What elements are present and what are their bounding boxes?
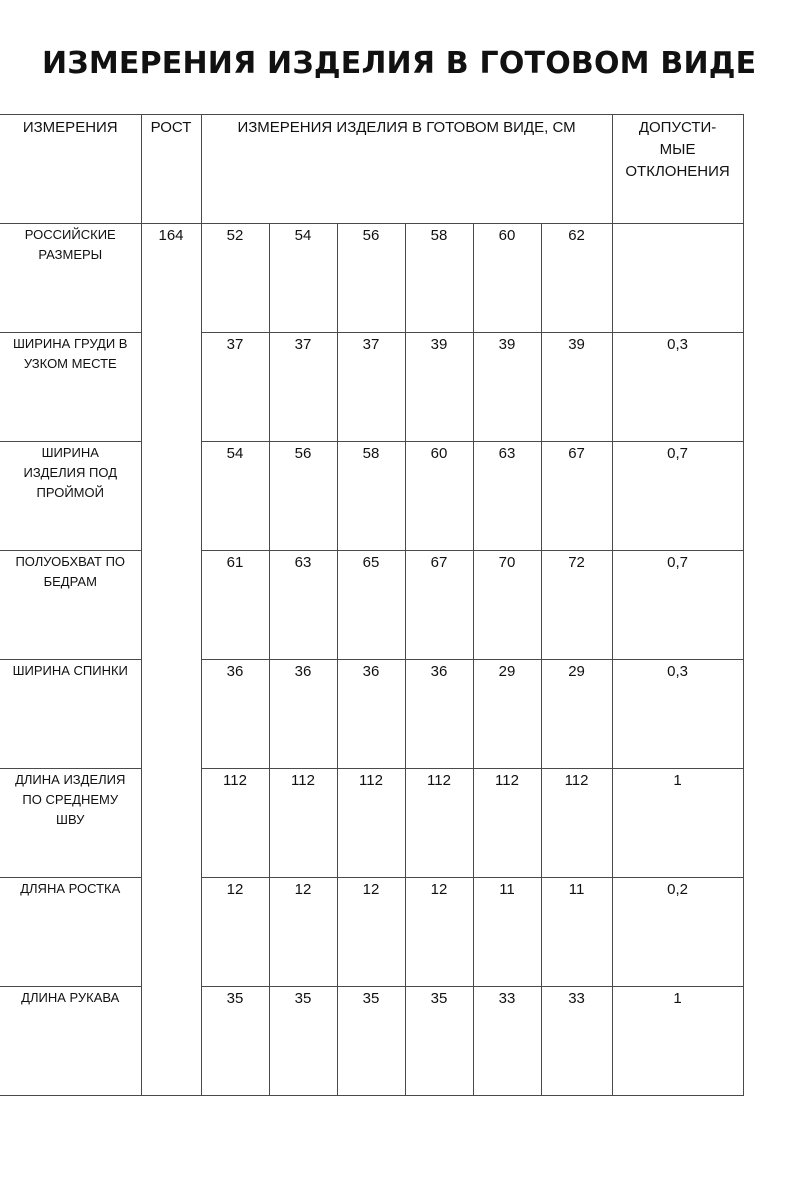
size-value-cell bbox=[269, 442, 337, 551]
size-value: 56 bbox=[362, 227, 380, 244]
table-row bbox=[0, 660, 743, 769]
size-value-cell bbox=[269, 878, 337, 987]
row-label bbox=[0, 551, 141, 660]
size-value-cell bbox=[337, 769, 405, 878]
row-label bbox=[0, 442, 141, 551]
size-value: 112 bbox=[223, 772, 247, 789]
table-row bbox=[0, 987, 743, 1096]
row-label-line: УЗКОМ МЕСТЕ bbox=[23, 356, 117, 371]
size-value: 12 bbox=[226, 881, 244, 898]
size-value-cell bbox=[201, 551, 269, 660]
size-value-cell bbox=[473, 333, 541, 442]
size-value: 35 bbox=[362, 990, 380, 1007]
tolerance-cell bbox=[612, 442, 743, 551]
size-value: 63 bbox=[294, 554, 312, 571]
header-tolerance bbox=[612, 115, 743, 224]
size-value-cell bbox=[541, 987, 612, 1096]
row-label-line: ДЛИНА РУКАВА bbox=[21, 990, 120, 1005]
tolerance-cell bbox=[612, 224, 743, 333]
size-value-cell bbox=[201, 224, 269, 333]
size-value: 112 bbox=[291, 772, 315, 789]
size-value-cell bbox=[541, 769, 612, 878]
size-value-cell bbox=[473, 878, 541, 987]
size-value-cell bbox=[269, 987, 337, 1096]
size-value-cell bbox=[473, 442, 541, 551]
size-value: 39 bbox=[430, 336, 448, 353]
size-value: 63 bbox=[498, 445, 516, 462]
size-value: 37 bbox=[226, 336, 244, 353]
size-value: 52 bbox=[226, 227, 244, 244]
size-value-cell bbox=[405, 769, 473, 878]
tolerance-cell bbox=[612, 333, 743, 442]
tolerance-value: 0,7 bbox=[667, 554, 688, 571]
size-value: 35 bbox=[294, 990, 312, 1007]
tolerance-cell bbox=[612, 660, 743, 769]
size-value: 112 bbox=[359, 772, 383, 789]
size-value: 62 bbox=[568, 227, 585, 244]
tolerance-cell bbox=[612, 769, 743, 878]
size-value-cell bbox=[473, 987, 541, 1096]
row-label-line: РАЗМЕРЫ bbox=[38, 247, 103, 262]
size-value: 36 bbox=[430, 663, 448, 680]
table-row bbox=[0, 333, 743, 442]
header-height: РОСТ bbox=[141, 115, 201, 224]
row-label bbox=[0, 660, 141, 769]
row-label bbox=[0, 769, 141, 878]
size-value: 11 bbox=[499, 881, 515, 898]
size-value: 39 bbox=[498, 336, 516, 353]
size-value: 67 bbox=[430, 554, 448, 571]
size-value-cell bbox=[337, 660, 405, 769]
size-value: 70 bbox=[498, 554, 516, 571]
page-title: ИЗМЕРЕНИЯ ИЗДЕЛИЯ В ГОТОВОМ ВИДЕ bbox=[42, 46, 757, 81]
size-value: 54 bbox=[226, 445, 244, 462]
tolerance-value bbox=[613, 224, 743, 225]
size-value-cell bbox=[541, 551, 612, 660]
height-value: 164 bbox=[158, 227, 184, 244]
tolerance-value: 0,2 bbox=[667, 881, 688, 898]
size-value-cell bbox=[541, 224, 612, 333]
size-value: 58 bbox=[362, 445, 380, 462]
size-value-cell bbox=[541, 333, 612, 442]
size-value: 65 bbox=[362, 554, 380, 571]
size-value: 11 bbox=[568, 881, 585, 898]
header-row bbox=[0, 115, 743, 224]
size-value: 58 bbox=[430, 227, 448, 244]
size-value: 112 bbox=[427, 772, 451, 789]
table-row bbox=[0, 769, 743, 878]
row-label-line: ПОЛУОБХВАТ ПО bbox=[15, 554, 126, 569]
size-value-cell bbox=[269, 333, 337, 442]
size-value: 112 bbox=[495, 772, 519, 789]
size-value-cell bbox=[201, 769, 269, 878]
measurements-table bbox=[0, 114, 744, 1096]
tolerance-line-2: МЫЕ bbox=[659, 141, 696, 158]
header-finished-measurements: ИЗМЕРЕНИЯ ИЗДЕЛИЯ В ГОТОВОМ ВИДЕ, СМ bbox=[201, 115, 612, 224]
size-value-cell bbox=[201, 333, 269, 442]
tolerance-line-1: ДОПУСТИ- bbox=[638, 119, 717, 136]
size-value: 29 bbox=[498, 663, 516, 680]
row-label bbox=[0, 333, 141, 442]
size-value-cell bbox=[201, 987, 269, 1096]
row-label-line: ИЗДЕЛИЯ ПОД bbox=[23, 465, 118, 480]
size-value-cell bbox=[201, 878, 269, 987]
size-value: 36 bbox=[226, 663, 244, 680]
row-label-line: ШИРИНА ГРУДИ В bbox=[13, 336, 128, 351]
size-value: 36 bbox=[362, 663, 380, 680]
size-value: 61 bbox=[226, 554, 244, 571]
tolerance-value: 0,3 bbox=[667, 336, 688, 353]
tolerance-line-3: ОТКЛОНЕНИЯ bbox=[625, 163, 730, 180]
table-row bbox=[0, 442, 743, 551]
size-value-cell bbox=[473, 660, 541, 769]
size-value-cell bbox=[405, 878, 473, 987]
tolerance-value: 1 bbox=[673, 772, 682, 789]
table-row bbox=[0, 224, 743, 333]
size-value-cell bbox=[473, 224, 541, 333]
tolerance-cell bbox=[612, 987, 743, 1096]
size-value: 36 bbox=[294, 663, 312, 680]
tolerance-cell bbox=[612, 551, 743, 660]
size-value-cell bbox=[541, 878, 612, 987]
size-value-cell bbox=[473, 551, 541, 660]
size-value-cell bbox=[541, 442, 612, 551]
row-label bbox=[0, 224, 141, 333]
row-label-line: ШИРИНА bbox=[41, 445, 99, 460]
size-value-cell bbox=[269, 224, 337, 333]
size-value: 29 bbox=[568, 663, 585, 680]
size-value: 12 bbox=[430, 881, 448, 898]
row-label-line: ШИРИНА СПИНКИ bbox=[12, 663, 128, 678]
row-label-line: ДЛИНА ИЗДЕЛИЯ bbox=[15, 772, 126, 787]
size-value-cell bbox=[337, 878, 405, 987]
size-value-cell bbox=[201, 442, 269, 551]
row-label-line: ПРОЙМОЙ bbox=[36, 485, 104, 500]
size-value: 56 bbox=[294, 445, 312, 462]
row-label-line: ДЛЯНА РОСТКА bbox=[20, 881, 121, 896]
size-value: 60 bbox=[430, 445, 448, 462]
size-value-cell bbox=[405, 987, 473, 1096]
size-value: 72 bbox=[568, 554, 585, 571]
size-value: 33 bbox=[498, 990, 516, 1007]
row-label-line: ШВУ bbox=[56, 812, 85, 827]
size-value-cell bbox=[337, 442, 405, 551]
size-value: 54 bbox=[294, 227, 312, 244]
size-value-cell bbox=[337, 987, 405, 1096]
size-value-cell bbox=[201, 660, 269, 769]
size-value-cell bbox=[541, 660, 612, 769]
size-value-cell bbox=[269, 660, 337, 769]
size-value-cell bbox=[405, 660, 473, 769]
size-value: 12 bbox=[294, 881, 312, 898]
size-value-cell bbox=[405, 442, 473, 551]
row-label-line: БЕДРАМ bbox=[43, 574, 97, 589]
size-value: 37 bbox=[362, 336, 380, 353]
height-value-cell bbox=[141, 224, 201, 1096]
tolerance-value: 0,3 bbox=[667, 663, 688, 680]
size-value-cell bbox=[473, 769, 541, 878]
size-value-cell bbox=[405, 224, 473, 333]
row-label-line: РОССИЙСКИЕ bbox=[24, 227, 116, 242]
size-value: 12 bbox=[362, 881, 380, 898]
size-value: 67 bbox=[568, 445, 585, 462]
row-label-line: ПО СРЕДНЕМУ bbox=[22, 792, 119, 807]
size-value: 112 bbox=[564, 772, 589, 789]
size-value: 35 bbox=[226, 990, 244, 1007]
table-row bbox=[0, 878, 743, 987]
size-value-cell bbox=[405, 333, 473, 442]
table-row bbox=[0, 551, 743, 660]
size-value-cell bbox=[269, 551, 337, 660]
size-value: 39 bbox=[568, 336, 585, 353]
tolerance-cell bbox=[612, 878, 743, 987]
size-value-cell bbox=[269, 769, 337, 878]
size-value-cell bbox=[405, 551, 473, 660]
row-label bbox=[0, 987, 141, 1096]
size-value: 35 bbox=[430, 990, 448, 1007]
tolerance-value: 0,7 bbox=[667, 445, 688, 462]
size-value: 33 bbox=[568, 990, 585, 1007]
row-label bbox=[0, 878, 141, 987]
size-value-cell bbox=[337, 551, 405, 660]
size-value-cell bbox=[337, 333, 405, 442]
header-measurements: ИЗМЕРЕНИЯ bbox=[0, 115, 141, 224]
size-value-cell bbox=[337, 224, 405, 333]
size-value: 37 bbox=[294, 336, 312, 353]
tolerance-value: 1 bbox=[673, 990, 682, 1007]
size-value: 60 bbox=[498, 227, 516, 244]
